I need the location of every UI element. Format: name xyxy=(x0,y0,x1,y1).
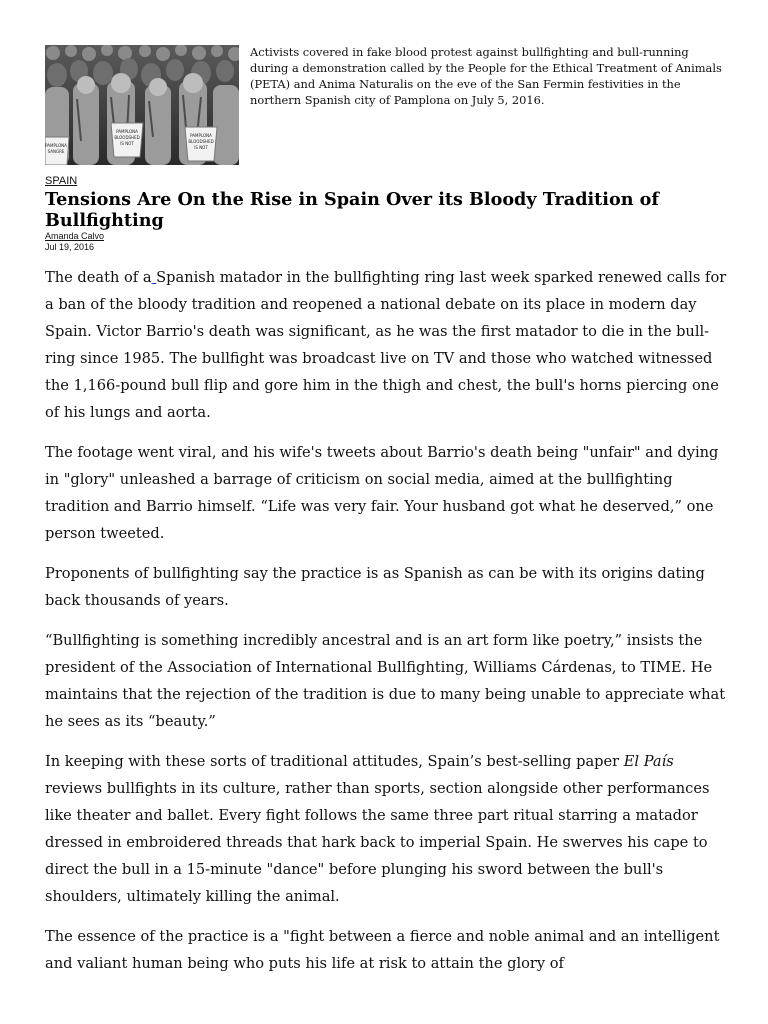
section-link[interactable]: SPAIN xyxy=(45,175,78,187)
photo-caption: Activists covered in fake blood protest against bullfighting and bull-running during a demonstration called by the People for the Ethical Treatment of Animals (PETA) and Anima Naturalis on the eve of the San Fermin festivities in the northern Spanish city of Pamplona on July 5, 2016. xyxy=(250,45,722,107)
protest-photo-image xyxy=(45,45,239,165)
svg-text:BLOODSHED: BLOODSHED xyxy=(188,139,214,144)
publish-date: Jul 19, 2016 xyxy=(45,242,95,252)
bucket-sign-2: PAMPLONA xyxy=(190,133,212,138)
svg-text:BLOODSHED: BLOODSHED xyxy=(114,135,140,140)
article-body xyxy=(45,264,735,990)
svg-text:IS NOT: IS NOT xyxy=(120,141,134,146)
paragraph-1 xyxy=(45,264,735,426)
paragraph-5 xyxy=(45,748,735,910)
paragraph-5-text-a: In keeping with these sorts of traditional attitudes, Spain’s best-selling paper xyxy=(45,753,624,770)
paragraph-1-text-b: Spanish matador in the bullfighting ring last week sparked renewed calls for a ban of the bloody tradition and reopened a national debate on its place in modern day Spain. Victor Barrio's death was significant, as he was the first matador to die in the bull-ring since 1985. The bullfight was broadcast live on TV and those who watched witnessed the 1,166-pound bull flip and gore him in the thigh and chest, the bull's horns piercing one of his lungs and aorta. xyxy=(45,269,727,421)
newspaper-name: El País xyxy=(623,753,674,770)
bucket-sign-3: PAMPLONA xyxy=(45,143,67,148)
article-headline: Tensions Are On the Rise in Spain Over its Bloody Tradition of Bullfighting xyxy=(45,189,659,231)
paragraph-6: The essence of the practice is a "fight between a fierce and noble animal and an intelligent and valiant human being who puts his life at risk to attain the glory of xyxy=(45,928,720,972)
paragraph-5-text-b: reviews bullfights in its culture, rather than sports, section alongside other performances like theater and ballet. Every fight follows the same three part ritual starring a matador dressed in embroidered threads that hark back to imperial Spain. He swerves his cape to direct the bull in a 15-minute "dance" before plunging his sword between the bull's shoulders, ultimately killing the animal. xyxy=(45,780,710,905)
protest-photo xyxy=(45,45,239,165)
author-link[interactable]: Amanda Calvo xyxy=(45,231,105,241)
paragraph-4: “Bullfighting is something incredibly ancestral and is an art form like poetry,” insists the president of the Association of International Bullfighting, Williams Cárdenas, to TIME. He maintains that the rejection of the tradition is due to many being unable to appreciate what he sees as its “beauty.” xyxy=(45,632,726,730)
paragraph-2: The footage went viral, and his wife's tweets about Barrio's death being "unfair" and dying in "glory" unleashed a barrage of criticism on social media, aimed at the bullfighting tradition and Barrio himself. “Life was very fair. Your husband got what he deserved,” one person tweeted. xyxy=(45,444,719,542)
svg-text:SANGRE: SANGRE xyxy=(47,149,65,154)
svg-text:IS NOT: IS NOT xyxy=(194,145,208,150)
bucket-sign-1: PAMPLONA xyxy=(116,129,138,134)
paragraph-1-text-a: The death of a xyxy=(45,269,152,286)
paragraph-3: Proponents of bullfighting say the practice is as Spanish as can be with its origins dating back thousands of years. xyxy=(45,565,705,609)
